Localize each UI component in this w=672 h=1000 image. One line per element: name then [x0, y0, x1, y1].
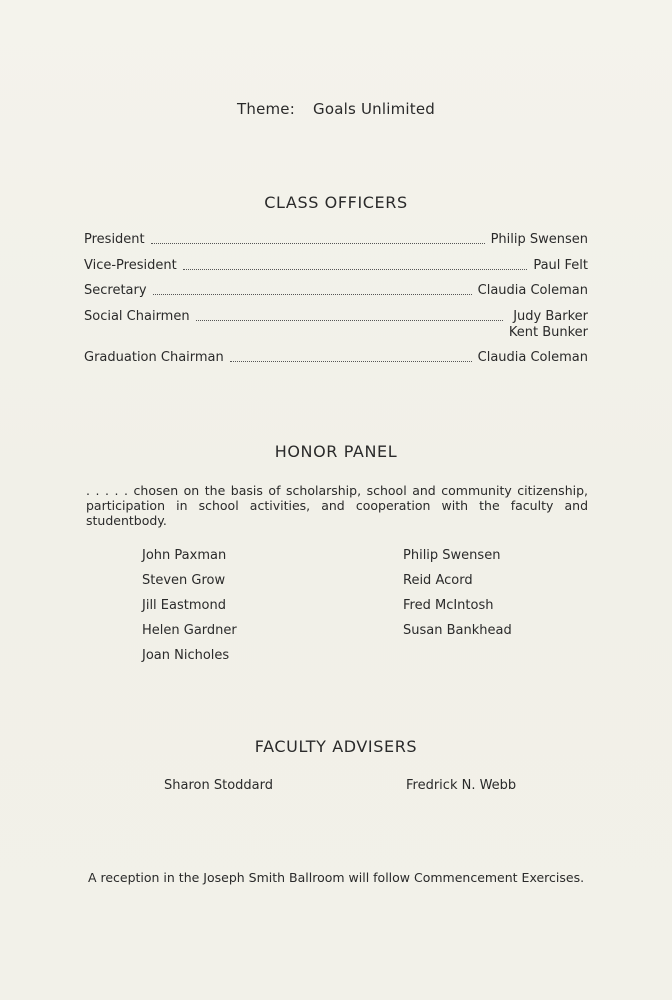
officer-names [478, 350, 588, 366]
honor-panel-heading: HONOR PANEL [274, 442, 398, 461]
officer-role: Secretary [84, 283, 147, 298]
class-officers-list [84, 232, 588, 376]
dot-leader [151, 232, 485, 244]
honor-name: Jill Eastmond [142, 598, 226, 613]
officer-name: Claudia Coleman [477, 350, 588, 365]
officer-row-vice-president [84, 258, 588, 274]
officer-names [533, 258, 588, 274]
adviser-name: Sharon Stoddard [164, 778, 273, 793]
theme-line [0, 100, 672, 118]
officer-name: Paul Felt [533, 257, 588, 273]
class-officers-heading: CLASS OFFICERS [264, 193, 408, 212]
faculty-advisers-heading: FACULTY ADVISERS [254, 737, 418, 756]
officer-row-graduation-chairman [84, 350, 588, 366]
honor-name: Reid Acord [403, 573, 473, 588]
honor-name: Steven Grow [142, 573, 226, 588]
officer-role: Social Chairmen [84, 308, 190, 324]
dot-leader [153, 283, 472, 295]
adviser-name: Fredrick N. Webb [406, 778, 517, 793]
honor-names-left [142, 547, 237, 672]
reception-note: A reception in the Joseph Smith Ballroom will follow Commencement Exercises. [87, 870, 585, 885]
officer-name: Kent Bunker [508, 324, 588, 340]
dot-leader [196, 309, 503, 321]
officer-row-social-chairmen [84, 309, 588, 341]
officer-name: Claudia Coleman [477, 283, 588, 298]
officer-name: Philip Swensen [490, 232, 588, 247]
honor-name: Helen Gardner [142, 623, 237, 638]
officer-names [509, 309, 588, 341]
officer-role: President [84, 232, 145, 247]
theme-value: Goals Unlimited [313, 100, 435, 118]
officer-role: Vice-President [84, 257, 177, 273]
officer-names [478, 283, 588, 299]
theme-label: Theme: [237, 100, 295, 118]
officer-names [491, 232, 588, 248]
honor-panel-description: . . . . . chosen on the basis of scholarship, school and community citizenship, participation in school activities, and cooperation with the faculty and studentbody. [86, 483, 588, 528]
honor-names-right [403, 547, 512, 647]
officer-row-secretary [84, 283, 588, 299]
honor-name: Fred McIntosh [403, 598, 494, 613]
officer-name: Judy Barker [513, 308, 588, 324]
honor-name: John Paxman [142, 548, 227, 563]
honor-name: Susan Bankhead [403, 623, 512, 638]
dot-leader [230, 350, 472, 362]
officer-row-president [84, 232, 588, 248]
dot-leader [183, 258, 528, 270]
honor-name: Philip Swensen [403, 548, 501, 563]
honor-name: Joan Nicholes [142, 648, 230, 663]
officer-role: Graduation Chairman [84, 350, 224, 365]
